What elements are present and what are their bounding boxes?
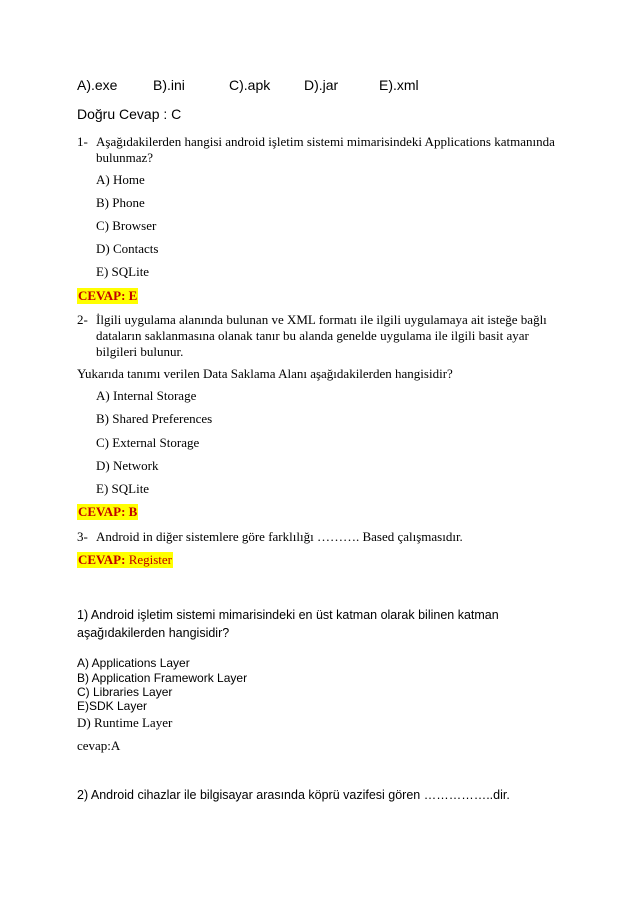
- q2-option-d: D) Network: [96, 458, 159, 473]
- q2-option-b: B) Shared Preferences: [96, 411, 213, 426]
- q1-option-d: D) Contacts: [96, 241, 159, 256]
- q1-text-line1: Aşağıdakilerden hangisi android işletim sistemi mimarisindeki Applications katmanında: [96, 134, 555, 149]
- q1-answer: CEVAP: E: [78, 288, 138, 303]
- header-answer: Doğru Cevap : C: [77, 106, 182, 122]
- q1-option-a: A) Home: [96, 172, 145, 187]
- q2-text-line2: dataların saklanmasına olanak tanır bu alanda genelde uygulama ile ilgili basit ayar: [96, 328, 529, 343]
- q4-option-e: E)SDK Layer: [77, 699, 148, 713]
- header-option-b: B).ini: [153, 77, 185, 93]
- q4-option-a: A) Applications Layer: [77, 656, 190, 670]
- q2-prompt: Yukarıda tanımı verilen Data Saklama Alanı aşağıdakilerden hangisidir?: [77, 366, 453, 381]
- q4-text-line1: 1) Android işletim sistemi mimarisindeki en üst katman olarak bilinen katman: [77, 608, 499, 622]
- q2-text-line1: İlgili uygulama alanında bulunan ve XML formatı ile ilgili uygulamaya ait isteğe bağlı: [96, 312, 547, 327]
- q1-number: 1-: [77, 134, 88, 149]
- q2-option-a: A) Internal Storage: [96, 388, 197, 403]
- q3-answer-label: CEVAP:: [78, 552, 126, 567]
- q4-option-b: B) Application Framework Layer: [77, 671, 248, 685]
- q2-answer: CEVAP: B: [78, 504, 138, 519]
- q2-option-c: C) External Storage: [96, 435, 200, 450]
- q2-option-e: E) SQLite: [96, 481, 150, 496]
- header-option-d: D).jar: [304, 77, 339, 93]
- q3-text: Android in diğer sistemlere göre farklılığı ………. Based çalışmasıdır.: [96, 529, 463, 544]
- q2-number: 2-: [77, 312, 88, 327]
- header-option-e: E).xml: [379, 77, 419, 93]
- header-option-a: A).exe: [77, 77, 118, 93]
- q1-option-c: C) Browser: [96, 218, 157, 233]
- q4-answer: cevap:A: [77, 738, 121, 753]
- q1-option-e: E) SQLite: [96, 264, 150, 279]
- q1-text-line2: bulunmaz?: [96, 150, 154, 165]
- header-option-c: C).apk: [229, 77, 271, 93]
- q4-option-d: D) Runtime Layer: [77, 715, 173, 730]
- q3-answer-value: Register: [125, 552, 173, 567]
- q4-option-c: C) Libraries Layer: [77, 685, 173, 699]
- q3-number: 3-: [77, 529, 88, 544]
- q3-answer: [77, 552, 173, 568]
- q5-text: 2) Android cihazlar ile bilgisayar arasında köprü vazifesi gören ……………..dir.: [77, 788, 510, 802]
- q1-option-b: B) Phone: [96, 195, 145, 210]
- q2-text-line3: bilgileri bulunur.: [96, 344, 184, 359]
- q4-text-line2: aşağıdakilerden hangisidir?: [77, 626, 230, 640]
